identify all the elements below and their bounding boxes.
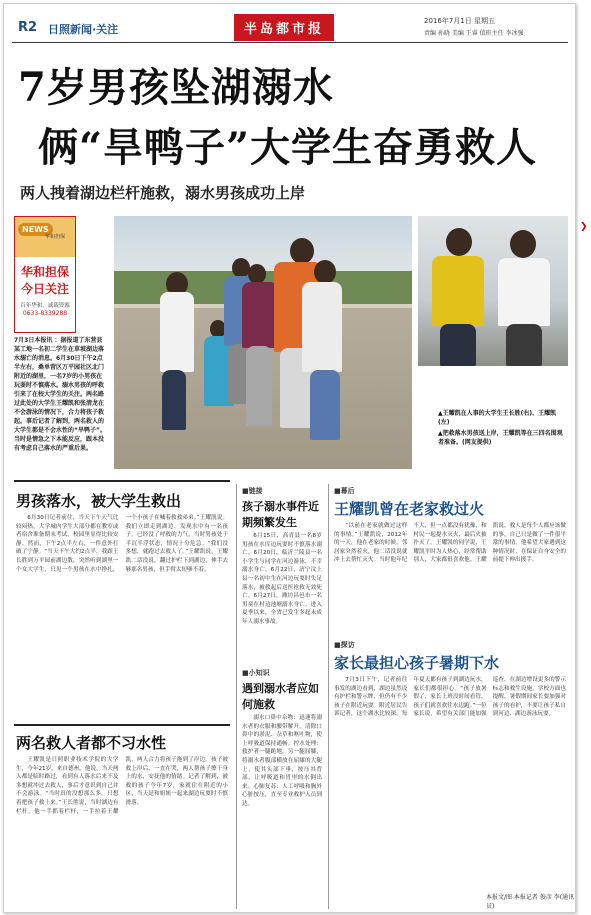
section-divider [14, 724, 230, 726]
ad-title-1: 华和担保 [20, 265, 69, 279]
students-portrait-photo [418, 216, 568, 366]
link-tag: ■链接 [242, 487, 263, 495]
news-badge: NEWS [18, 223, 53, 236]
section-1-title: 男孩落水，被大学生救出 [16, 492, 182, 510]
page-header [12, 12, 568, 43]
page-number: R2 [18, 20, 38, 35]
link-body [242, 532, 322, 652]
visit-tag: ■探访 [334, 641, 355, 649]
editors-line: 责编 孙晓 美编 王睿 值班主任 李冰强 [424, 30, 524, 37]
tip-body [242, 714, 322, 909]
column-divider [236, 484, 237, 909]
column-divider [328, 484, 329, 909]
intro-paragraph: 7月3日本报讯 ：据报道了东营县某工地一名初二学生在草坡湖边落水溺亡的消息。6月30日下午2点半左右，桑单营区万平园社区北门附近的湖里，一名7岁的小男孩在玩耍时不慎落水。溺水男孩的呼救引来了在校大学生的关注。两名路过此处的大学生王耀凯和张清龙在不会游泳的情况下，合力将孩子救起。事后记者了解到，两名救人的大学生都是不会水性的“旱鸭子”。当时是情急之下本能反应，跟本没有考虑自己落水的严重后果。 [14, 337, 106, 452]
ad-title-2: 今日关注 [20, 282, 69, 296]
ad-brand: 华和担保 [45, 234, 66, 240]
behind-scenes-tag: ■幕后 [334, 487, 355, 495]
section-2-title: 两名救人者都不习水性 [16, 734, 167, 752]
newspaper-page [3, 3, 576, 913]
section-3-text: “以前在老家就做过这样的事情。”王耀凯说，2012年的一天，他在老家的时候，邻居家突然着火，他二话没说就冲上去帮忙灭火。当时他年纪不大，但一点都没有犹豫，和村民一起提水灭火，最后火被扑灭了。王耀凯的同学说，王耀凯平时为人热心，经常帮助别人，大家都很喜欢他。王耀凯说，救人是每个人都应该做的事，自己只是做了一件很平常的事情。他希望大家遇到这种情况时，在保证自身安全的前提下伸出援手。 [334, 523, 566, 564]
dateline: 2016年7月1日 星期五 [424, 17, 495, 25]
photo-caption-1: ▲王耀凯在人事的大学生王长胜(右)、王耀凯(左) [438, 410, 557, 426]
ad-slogan: 百年华和，诚载资源 [20, 303, 70, 309]
link-text: 6月15日，高青县一名8岁男孩在水库边玩耍时不慎落水溺亡。6月20日，临沂兰陵县一名小学生与同学在河边游泳，不幸溺水身亡。6月22日，济宁汶上县一名初中生在河边玩耍时失足落水，被救起后送医抢救无效死亡。6月27日，潍坊昌邑市一名男童在村边池塘溺水身亡。进入夏季以来，全省已发生多起未成年人溺水事故。 [242, 533, 322, 625]
section-4-body [334, 676, 566, 884]
subheadline: 两人拽着湖边栏杆施救，溺水男孩成功上岸 [20, 184, 306, 202]
tip-tag: ■小知识 [242, 669, 270, 677]
section-4-text: 7月3日下午，记者前往事发的湖边看到，湖边虽然设有护栏和警示牌，但仍有不少孩子在附近玩耍。附近居民告诉记者，这个湖水比较深，每年夏天都有孩子到湖边玩水，家长们都很担心。“孩子放暑假了，家长上班没时间看管，孩子们就喜欢往水边跑。”一位家长说，希望有关部门能加强巡查，在湖边增设更多的警示标志和救生设施。学校方面也提醒，暑假期间家长要加强对孩子的看护，不要让孩子私自到河边、湖边游泳玩耍。 [334, 677, 566, 718]
expand-arrow-icon[interactable]: ❯ [580, 222, 588, 232]
headline-line-1: 7岁男孩坠湖溺水 [18, 64, 334, 111]
section-1-body [16, 514, 228, 720]
ad-banner [15, 217, 75, 257]
link-title: 孩子溺水事件近期频繁发生 [242, 500, 319, 529]
newspaper-logo: 半岛都市报 [234, 14, 334, 41]
section-2-body [16, 756, 228, 906]
section-divider [14, 480, 230, 482]
headline-line-2: 俩“旱鸭子”大学生奋勇救人 [38, 124, 538, 171]
sponsor-ad[interactable] [14, 216, 76, 333]
section-2-text: 王耀凯是日照职业技术学院的大学生，今年21岁，来自德州。他说，当天两人都是临时路过，看到有人落水后来不及多想就冲过去救人，事后才意识到自己并不会游泳。“当时真的没想那么多，只想着把孩子救上来。”王长胜说，当时湖边有栏杆，他一手抓着栏杆，一手拉着王耀凯，两人合力将孩子拖到了岸边。孩子被救上岸后，一直在哭，两人帮孩子擦干身上的水，安抚他的情绪。记者了解到，被救的孩子今年7岁，家就住在附近的小区，当天是和姐姐一起来湖边玩耍时不慎滑落。 [16, 757, 228, 815]
section-3-title: 王耀凯曾在老家救过火 [334, 500, 485, 518]
section-name: 日照新闻·关注 [48, 23, 119, 36]
section-3-body [334, 522, 566, 630]
section-1-text: 6月30日记者前往，当天下午天气比较闷热，大学城内学生大部分都在教室或者宿舍准备期末考试，校园里显得比较安静。然而，下午2点半左右，一件意外打破了宁静。“当天下午大约2点半，我跟王长胜到万平园前湖边散，突然听到湖里一个女大学生，只见一个男孩在水中挣扎，一个小孩子在喊着救救弟弟。”王耀凯说。我们立即走到湖边，发现水中有一名孩子，已经没了呼救的力气，当时男孩处于半沉半浮状态，情况十分危急。“我们没多想，就跑过去救人了。”王耀凯说。王耀凯二话没说，翻过护栏下到湖边，伸手去够那名男孩，但手臂太短够不着。 [16, 515, 228, 573]
tip-text: 溺水口鼻中杂物：迅速将溺水者的衣服和腰带解开，清除口鼻中的淤泥、杂草和呕吐物，使上呼吸道保持通畅。控水处理：救护者一腿跪地，另一腿屈膝，将溺水者腹部横放在屈膝的大腿上，使其头部下垂，按压其背部，让呼吸道和胃里的水倒出来。心肺复苏：人工呼吸和胸外心脏按压，直至专业救护人员到达。 [242, 715, 322, 807]
rescue-scene-photo [114, 216, 412, 469]
ad-phone: 0633-8339288 [22, 310, 68, 317]
photo-caption-2: ▲把救落水男孩送上岸，王耀凯等在三四名围观者准备。(网友提供) [438, 430, 563, 446]
section-4-title: 家长最担心孩子暑期下水 [334, 654, 500, 672]
tip-title: 遇到溺水者应如何施救 [242, 682, 319, 711]
byline: 本报文/图 本报记者 俊彦 李(通讯员) [486, 894, 575, 910]
